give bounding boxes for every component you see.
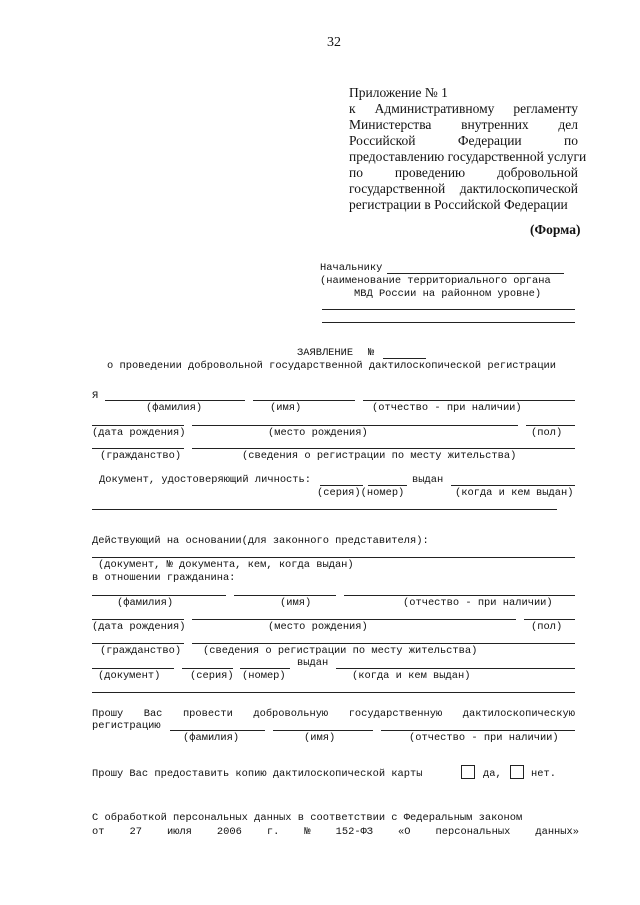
applicant-name-line[interactable] xyxy=(253,400,355,401)
rep-regarding-label: в отношении гражданина: xyxy=(92,572,236,584)
applicant-name-hint: (имя) xyxy=(270,402,302,414)
rep-birth-place-hint: (место рождения) xyxy=(268,621,368,633)
chief-field-line[interactable] xyxy=(387,273,564,274)
rep-citizenship-hint: (гражданство) xyxy=(100,645,182,657)
rep-series-hint: (серия) xyxy=(190,670,234,682)
addressee-line-2[interactable] xyxy=(322,322,575,323)
rep-birth-date-hint: (дата рождения) xyxy=(92,621,186,633)
applicant-residence-hint: (сведения о регистрации по месту жительства) xyxy=(242,450,517,462)
appendix-line-1: к Административному регламенту xyxy=(349,101,578,116)
yes-checkbox[interactable] xyxy=(461,765,475,779)
applicant-i-label: Я xyxy=(92,390,99,402)
statement-subtitle: о проведении добровольной государственной дактилоскопической регистрации xyxy=(107,360,556,372)
appendix-line-2: Министерства внутренних дел xyxy=(349,117,578,132)
no-checkbox[interactable] xyxy=(510,765,524,779)
rep-extra-line[interactable] xyxy=(92,692,575,693)
applicant-extra-line[interactable] xyxy=(92,509,557,510)
addressee-line-1[interactable] xyxy=(322,309,575,310)
appendix-line-7: регистрации в Российской Федерации xyxy=(349,197,568,212)
request-patronymic-line[interactable] xyxy=(381,730,575,731)
applicant-birth-place-line[interactable] xyxy=(192,425,518,426)
applicant-series-number-hint: (серия)(номер) xyxy=(317,487,405,499)
yes-label: да, xyxy=(483,768,502,780)
rep-when-by-whom-hint: (когда и кем выдан) xyxy=(352,670,471,682)
statement-number-sign: № xyxy=(368,347,375,359)
card-request-text: Прошу Вас предоставить копию дактилоскопической карты xyxy=(92,768,423,780)
applicant-identity-doc-label: Документ, удостоверяющий личность: xyxy=(99,474,312,486)
acting-basis-label: Действующий на основании(для законного представителя): xyxy=(92,535,429,547)
page-number: 32 xyxy=(327,35,341,50)
appendix-line-4: предоставлению государственной услуги xyxy=(349,149,587,164)
applicant-when-by-whom-hint: (когда и кем выдан) xyxy=(455,487,574,499)
rep-number-hint: (номер) xyxy=(242,670,286,682)
rep-patronymic-line[interactable] xyxy=(344,595,575,596)
rep-birth-place-line[interactable] xyxy=(192,619,516,620)
applicant-birth-date-hint: (дата рождения) xyxy=(92,427,186,439)
applicant-sex-line[interactable] xyxy=(526,425,575,426)
rep-residence-hint: (сведения о регистрации по месту жительства) xyxy=(203,645,478,657)
consent-line-1: С обработкой персональных данных в соответствии с Федеральным законом xyxy=(92,812,523,824)
rep-sex-hint: (пол) xyxy=(531,621,563,633)
applicant-citizenship-line[interactable] xyxy=(92,448,184,449)
rep-citizenship-line[interactable] xyxy=(92,643,184,644)
rep-residence-line[interactable] xyxy=(192,643,575,644)
request-line-1: Прошу Вас провести добровольную государственную дактилоскопическую xyxy=(92,708,575,720)
rep-name-hint: (имя) xyxy=(280,597,312,609)
applicant-patronymic-hint: (отчество - при наличии) xyxy=(372,402,522,414)
applicant-birth-date-line[interactable] xyxy=(92,425,184,426)
applicant-citizenship-hint: (гражданство) xyxy=(100,450,182,462)
rep-name-line[interactable] xyxy=(234,595,336,596)
appendix-line-3: Российской Федерации по xyxy=(349,133,578,148)
rep-birth-date-line[interactable] xyxy=(92,619,184,620)
consent-line-2: от 27 июля 2006 г. № 152-ФЗ «О персональных данных» xyxy=(92,826,579,838)
no-label: нет. xyxy=(531,768,556,780)
rep-surname-hint: (фамилия) xyxy=(117,597,174,609)
rep-issued-label: выдан xyxy=(297,657,329,669)
appendix-line-5: по проведению добровольной xyxy=(349,165,578,180)
appendix-line-6: государственной дактилоскопической xyxy=(349,181,578,196)
form-label: (Форма) xyxy=(530,222,581,237)
applicant-patronymic-line[interactable] xyxy=(363,400,575,401)
applicant-birth-place-hint: (место рождения) xyxy=(268,427,368,439)
appendix-title: Приложение № 1 xyxy=(349,85,448,100)
applicant-sex-hint: (пол) xyxy=(531,427,563,439)
request-surname-line[interactable] xyxy=(170,730,265,731)
applicant-doc-number-line[interactable] xyxy=(368,485,407,486)
applicant-residence-line[interactable] xyxy=(192,448,575,449)
rep-doc-line[interactable] xyxy=(92,557,575,558)
applicant-surname-hint: (фамилия) xyxy=(146,402,203,414)
rep-issued-line[interactable] xyxy=(336,668,575,669)
chief-hint-2: МВД России на районном уровне) xyxy=(354,288,542,300)
rep-document-line[interactable] xyxy=(92,668,174,669)
rep-sex-line[interactable] xyxy=(524,619,575,620)
rep-series-line[interactable] xyxy=(182,668,233,669)
request-name-line[interactable] xyxy=(273,730,373,731)
applicant-issued-line[interactable] xyxy=(451,485,575,486)
rep-number-line[interactable] xyxy=(240,668,290,669)
rep-surname-line[interactable] xyxy=(92,595,226,596)
applicant-issued-label: выдан xyxy=(412,474,444,486)
rep-document-hint: (документ) xyxy=(98,670,161,682)
statement-number-field[interactable] xyxy=(383,358,426,359)
rep-doc-hint: (документ, № документа, кем, когда выдан) xyxy=(98,559,354,571)
chief-hint-1: (наименование территориального органа xyxy=(320,275,551,287)
chief-label: Начальнику xyxy=(320,262,383,274)
rep-patronymic-hint: (отчество - при наличии) xyxy=(403,597,553,609)
request-line-2: регистрацию xyxy=(92,720,161,732)
request-surname-hint: (фамилия) xyxy=(183,732,240,744)
applicant-doc-series-line[interactable] xyxy=(320,485,363,486)
request-name-hint: (имя) xyxy=(304,732,336,744)
applicant-surname-line[interactable] xyxy=(105,400,245,401)
statement-title: ЗАЯВЛЕНИЕ xyxy=(297,347,354,359)
request-patronymic-hint: (отчество - при наличии) xyxy=(409,732,559,744)
